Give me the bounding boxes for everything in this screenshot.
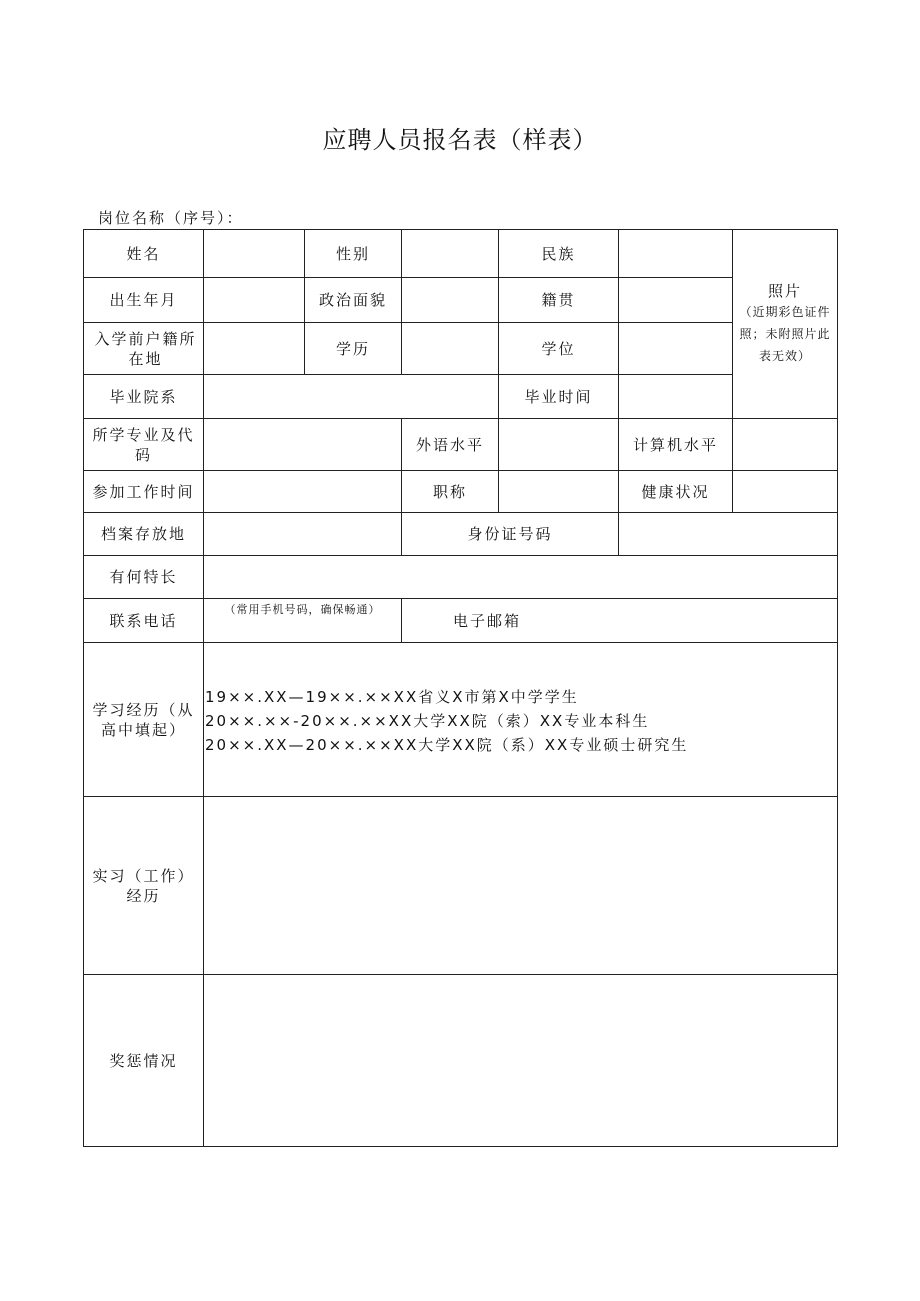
label-birth: 出生年月 [109,291,178,309]
label-native: 籍贯 [541,291,576,309]
position-label: 岗位名称（序号）： [98,209,244,227]
study-entry: 20××.××-20××.××XX大学XX院（索）XX专业本科生 [205,712,650,730]
label-health: 健康状况 [641,482,710,501]
label-degree: 学位 [541,339,576,358]
label-foreign-lang: 外语水平 [415,435,484,454]
label-work-history: 实习（工作）经历 [92,866,195,905]
label-study-history: 学习经历（从高中填起） [92,700,195,739]
label-hukou: 入学前户籍所在地 [94,329,197,368]
page-title: 应聘人员报名表（样表） [322,126,598,154]
phone-hint: （常用手机号码，确保畅通） [224,603,381,616]
label-computer: 计算机水平 [632,435,718,454]
label-education: 学历 [335,339,370,358]
label-title-rank: 职称 [432,482,467,501]
label-email: 电子邮箱 [452,611,521,630]
label-grad-time: 毕业时间 [524,387,593,406]
label-specialty: 有何特长 [109,568,178,586]
study-history-list [205,685,688,757]
label-phone: 联系电话 [109,611,178,630]
label-gender: 性别 [335,244,370,263]
label-political: 政治面貌 [318,291,387,309]
photo-title: 照片 [767,282,802,300]
photo-box [733,230,837,418]
label-work-start: 参加工作时间 [92,482,195,501]
label-ethnicity: 民族 [541,244,576,263]
label-school: 毕业院系 [109,387,178,406]
label-id-number: 身份证号码 [467,525,553,543]
label-awards: 奖惩情况 [109,1051,178,1070]
label-archive: 档案存放地 [100,525,186,543]
photo-note: （近期彩色证件照；未附照片此表无效） [739,305,831,363]
label-name: 姓名 [126,244,161,263]
study-entry: 19××.XX—19××.××XX省义X市第X中学学生 [205,688,579,706]
label-major: 所学专业及代码 [92,425,195,464]
study-entry: 20××.XX—20××.××XX大学XX院（系）XX专业硕士研究生 [205,736,689,754]
